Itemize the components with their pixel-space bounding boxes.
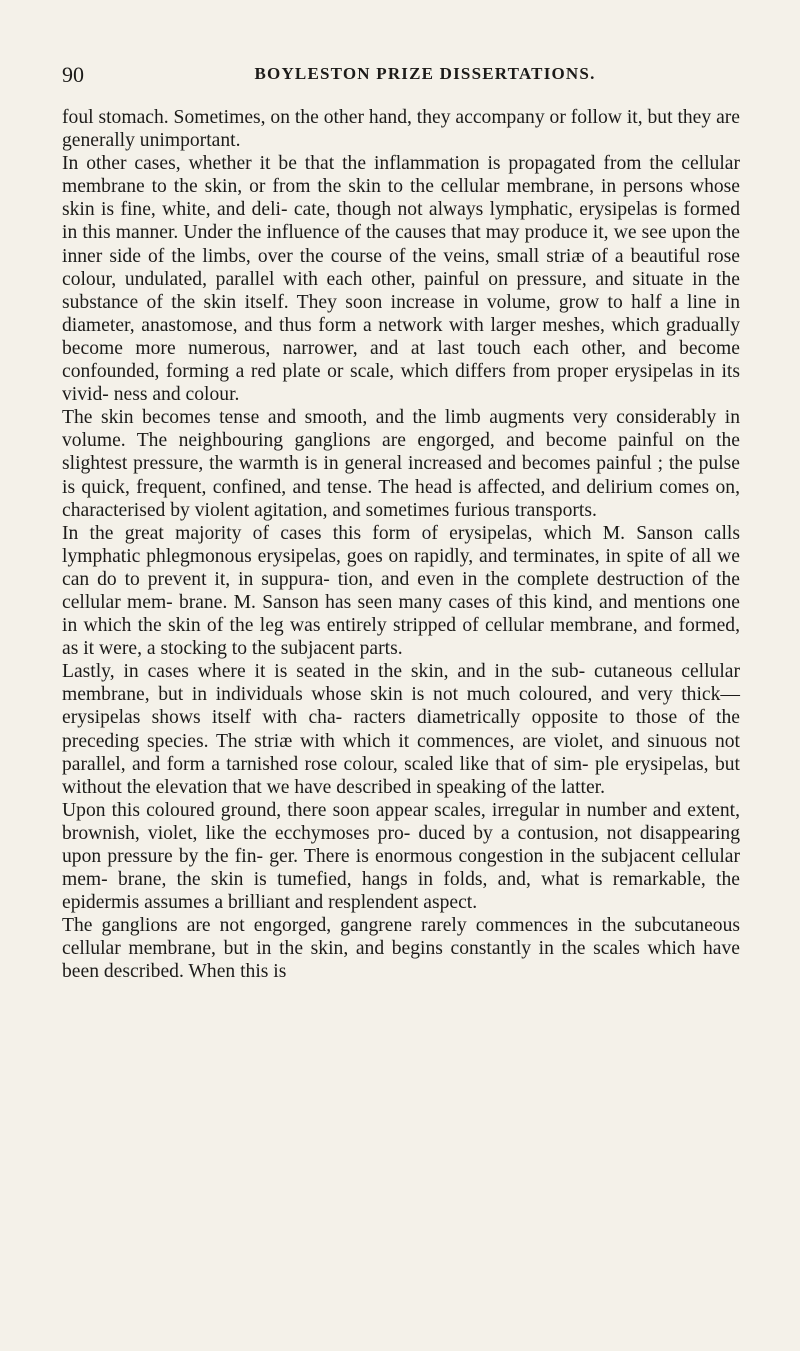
body-text bbox=[62, 106, 740, 984]
paragraph: foul stomach. Sometimes, on the other hand, they accompany or follow it, but they are generally unimportant. bbox=[62, 107, 740, 152]
paragraph: In other cases, whether it be that the inflammation is propagated from the cellular membrane to the skin, or from the skin to the cellular membrane, in persons whose skin is fine, white, and deli- cate, though not always lymphatic, erysipelas is formed in this manner. Under the influence of the causes that may produce it, we see upon the inner side of the limbs, over the course of the veins, small striæ of a beautiful rose colour, undulated, parallel with each other, painful on pressure, and situate in the substance of the skin itself. They soon increase in volume, grow to half a line in diameter, anastomose, and thus form a network with larger meshes, which gradually become more numerous, narrower, and at last touch each other, and become confounded, forming a red plate or scale, which differs from proper erysipelas in its vivid- ness and colour. bbox=[62, 153, 740, 406]
paragraph: The ganglions are not engorged, gangrene rarely commences in the subcutaneous cellular membrane, but in the skin, and begins constantly in the scales which have been described. When this is bbox=[62, 915, 740, 983]
paragraph: Lastly, in cases where it is seated in the skin, and in the sub- cutaneous cellular membrane, but in individuals whose skin is not much coloured, and very thick—erysipelas shows itself with cha- racters diametrically opposite to those of the preceding species. The striæ with which it commences, are violet, and sinuous not parallel, and form a tarnished rose colour, scaled like that of sim- ple erysipelas, but without the elevation that we have described in speaking of the latter. bbox=[62, 661, 740, 798]
page-header bbox=[62, 62, 740, 96]
paragraph: Upon this coloured ground, there soon appear scales, irregular in number and extent, brownish, violet, like the ecchymoses pro- duced by a contusion, not disappearing upon pressure by the fin- ger. There is enormous congestion in the subjacent cellular mem- brane, the skin is tumefied, hangs in folds, and, what is remarkable, the epidermis assumes a brilliant and resplendent aspect. bbox=[62, 799, 740, 914]
running-title: BOYLESTON PRIZE DISSERTATIONS. bbox=[254, 64, 596, 83]
paragraph: In the great majority of cases this form of erysipelas, which M. Sanson calls lymphatic phlegmonous erysipelas, goes on rapidly, and terminates, in spite of all we can do to prevent it, in suppura- tion, and even in the complete destruction of the cellular mem- brane. M. Sanson has seen many cases of this kind, and mentions one in which the skin of the leg was entirely stripped of cellular membrane, and formed, as it were, a stocking to the subjacent parts. bbox=[62, 522, 740, 660]
page-number: 90 bbox=[62, 62, 84, 87]
paragraph: The skin becomes tense and smooth, and the limb augments very considerably in volume. The neighbouring ganglions are engorged, and become painful on the slightest pressure, the warmth is in general increased and becomes painful ; the pulse is quick, frequent, confined, and tense. The head is affected, and delirium comes on, characterised by violent agitation, and sometimes furious transports. bbox=[62, 407, 740, 521]
